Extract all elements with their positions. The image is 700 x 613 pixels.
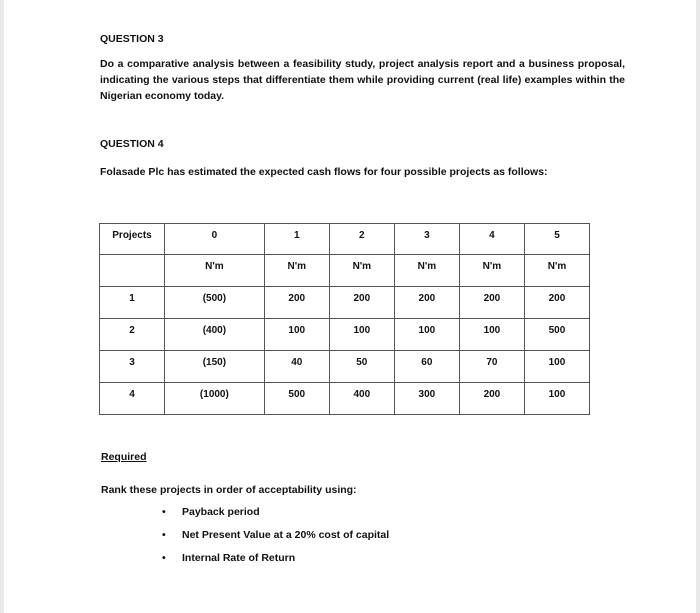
bullet-icon: • [162,552,166,564]
table-cell: 500 [264,383,329,415]
rank-instruction: Rank these projects in order of acceptability using: [101,484,357,496]
table-cell: 4 [100,383,165,415]
table-header-cell: 1 [264,224,329,255]
table-row [100,383,590,415]
table-cell: N'm [165,255,265,287]
cash-flow-table [99,223,590,415]
document-page [4,0,696,613]
table-cell: 100 [264,319,329,351]
table-cell: 3 [100,351,165,383]
method-label: Payback period [182,506,260,518]
table-header-cell: 2 [329,224,394,255]
table-cell: (400) [165,319,265,351]
table-cell: 100 [394,319,459,351]
table-cell: 200 [459,287,524,319]
table-cell: 100 [329,319,394,351]
table-header-cell: Projects [100,224,165,255]
table-cell: 500 [524,319,589,351]
table-cell: N'm [329,255,394,287]
method-list [162,501,389,570]
table-cell: 50 [329,351,394,383]
table-cell: 300 [394,383,459,415]
table-units-row [100,255,590,287]
table-cell: N'm [264,255,329,287]
question-4-heading: QUESTION 4 [100,138,164,150]
table-cell: 400 [329,383,394,415]
list-item [162,501,389,524]
table-cell: 200 [329,287,394,319]
question-3-body: Do a comparative analysis between a feasibility study, project analysis report and a business proposal, indicating the various steps that differentiate them while providing current (real life) examples within the Nigerian economy today. [100,58,625,102]
table-cell: 200 [524,287,589,319]
table-cell: N'm [394,255,459,287]
table-header-cell: 3 [394,224,459,255]
table-cell: 100 [524,351,589,383]
table-cell [100,255,165,287]
list-item [162,547,389,570]
table-header-row [100,224,590,255]
required-label: Required [101,451,147,463]
table-cell: 2 [100,319,165,351]
question-4-intro: Folasade Plc has estimated the expected cash flows for four possible projects as follows: [100,166,548,178]
list-item [162,524,389,547]
table-cell: 70 [459,351,524,383]
method-label: Net Present Value at a 20% cost of capital [182,529,390,541]
table-row [100,287,590,319]
question-3-heading: QUESTION 3 [100,33,164,45]
table-cell: 40 [264,351,329,383]
table-row [100,319,590,351]
table-cell: 60 [394,351,459,383]
table-cell: (150) [165,351,265,383]
table-cell: 200 [264,287,329,319]
method-label: Internal Rate of Return [182,552,296,564]
table-header-cell: 4 [459,224,524,255]
table-cell: N'm [459,255,524,287]
table-cell: 100 [524,383,589,415]
table-header-cell: 0 [165,224,265,255]
table-cell: (1000) [165,383,265,415]
bullet-icon: • [162,529,166,541]
table-cell: 100 [459,319,524,351]
table-row [100,351,590,383]
table-cell: N'm [524,255,589,287]
table-cell: (500) [165,287,265,319]
table-cell: 200 [394,287,459,319]
table-cell: 1 [100,287,165,319]
table-header-cell: 5 [524,224,589,255]
bullet-icon: • [162,506,166,518]
table-cell: 200 [459,383,524,415]
